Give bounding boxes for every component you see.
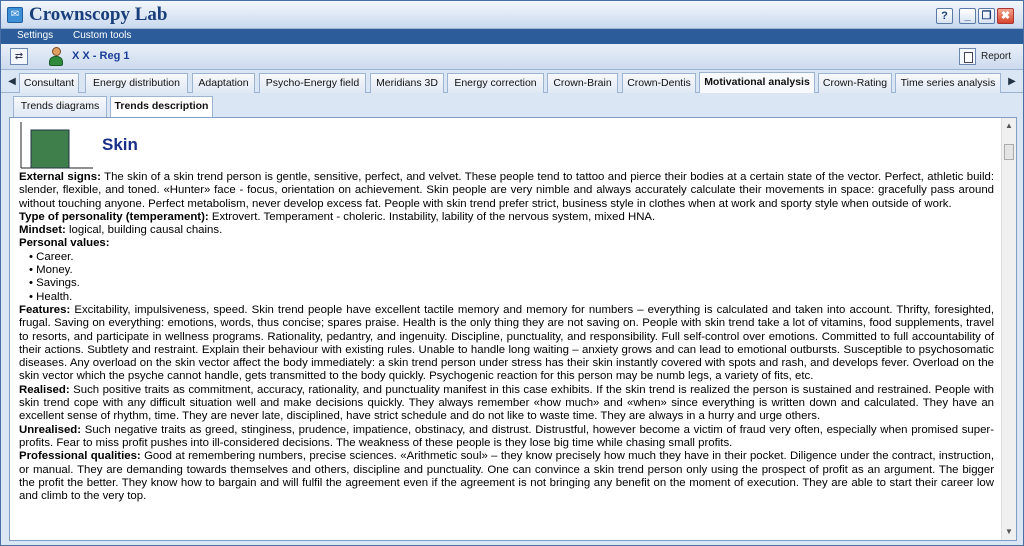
personality-text: Extrovert. Temperament - choleric. Instability, lability of the nervous system, mixed HNA. xyxy=(211,210,656,223)
scroll-thumb[interactable] xyxy=(1004,144,1014,160)
scroll-down-icon[interactable]: ▼ xyxy=(1005,527,1013,536)
tab-trends-description[interactable]: Trends description xyxy=(110,96,213,117)
report-button[interactable]: Report xyxy=(981,51,1012,62)
tab-psycho-energy-field[interactable]: Psycho-Energy field xyxy=(259,73,366,93)
unrealised-text: Such negative traits as greed, stinginess, prudence, impatience, obstinacy, and distrust. Distrustful, however become a victim of fraud very often, especially when promised super-profits. Fear to miss profit pushes into ill-considered decisions. The weakness of these people is they lose big time while chasing small profits. xyxy=(19,423,995,449)
tab-adaptation[interactable]: Adaptation xyxy=(192,73,255,93)
tab-crown-rating[interactable]: Crown-Rating xyxy=(818,73,892,93)
professional-text: Good at remembering numbers, precise sciences. «Arithmetic soul» – they know precisely how much they have in their pocket. Diligence under the contract, instruction, or manual. They are demanding towards themselves and others, discipline and punctuality. One can convince a skin trend person only using the prospect of profit as an argument. The bigger the profit the better. They know how to bargain and will fulfil the agreement even if the agreement is not bringing any benefit on the moment of execution. They are able to start their career low and climb to the very top. xyxy=(19,450,994,503)
realised-paragraph xyxy=(19,384,994,424)
tabs-scroll-left-icon[interactable]: ◀ xyxy=(8,76,16,87)
description-text xyxy=(10,118,1002,540)
user-toolbar xyxy=(1,44,1023,70)
external-signs-label: External signs: xyxy=(19,171,101,183)
skin-trend-bar xyxy=(31,130,69,168)
list-item: • Money. xyxy=(29,264,994,277)
personal-values-list xyxy=(29,251,994,304)
list-item: • Savings. xyxy=(29,277,994,290)
section-title: Skin xyxy=(102,135,138,154)
tab-energy-distribution[interactable]: Energy distribution xyxy=(85,73,188,93)
menu-custom-tools[interactable]: Custom tools xyxy=(73,30,132,41)
features-text: Excitability, impulsiveness, speed. Skin trend people have excellent tactile memory and memory for numbers – everything is calculated and taken into account. Thrifty, foresighted, frugal. Saving on everything: emotions, words, thus concise; spares praise. Health is the only thing they are not saving on. People with skin trend take a lot of vitamins, food supplements, travel to resorts, and participate in wellness programs. Rationality, pedantry, and ingenuity. Discipline, punctuality, and responsibility. Full self-control over emotions. Committed to full accountability of their actions. Subtlety and restraint. Explain their behaviour with existing rules. Unable to handle long waiting – anxiety grows and can lead to emotional outbursts. Susceptible to psychosomatic diseases. Any overload on the skin vector affect the body immediately: a skin trend person under stress has their skin instantly covered with spots and rash, and develops fever. Overload on the skin vector which the psyche cannot handle, gets transmitted to the body quickly. Psychogenic reaction for this person may be numb legs, a variety of fits, etc. xyxy=(19,303,994,383)
app-icon: ✉ xyxy=(7,7,23,23)
personal-values-paragraph xyxy=(19,237,994,250)
user-name: X X - Reg 1 xyxy=(72,50,130,62)
report-icon[interactable] xyxy=(959,48,976,65)
mindset-text: logical, building causal chains. xyxy=(69,224,223,237)
tab-time-series-analysis[interactable]: Time series analysis xyxy=(895,73,1001,93)
features-paragraph xyxy=(19,304,994,384)
tab-consultant[interactable]: Consultant xyxy=(19,73,79,93)
vertical-scrollbar[interactable] xyxy=(1001,118,1016,540)
scroll-up-icon[interactable]: ▲ xyxy=(1005,121,1013,130)
tab-meridians-3d[interactable]: Meridians 3D xyxy=(370,73,444,93)
menu-bar xyxy=(1,29,1023,44)
tab-trends-diagrams[interactable]: Trends diagrams xyxy=(13,96,107,117)
tab-motivational-analysis[interactable]: Motivational analysis xyxy=(699,72,815,94)
minimize-button[interactable]: _ xyxy=(959,8,976,24)
description-panel xyxy=(9,117,1017,541)
external-signs-text: The skin of a skin trend person is gentle, sensitive, perfect, and velvet. These people tend to tattoo and pierce their bodies at a certain state of the vector. Perfect, athletic build: slender, flexible, and toned. «Hunter» face - focus, orientation on achievement. Skin people are very nimble and always accurately calculate their movements in space: gracefully pass around without touching anyone. Perfect metabolism, never develop excess fat. People with skin trend prefer strict, business style in clothes when at work and sporty style when outside of work. xyxy=(19,171,994,210)
list-item: • Health. xyxy=(29,291,994,304)
unrealised-paragraph xyxy=(19,424,994,451)
menu-settings[interactable]: Settings xyxy=(17,30,54,41)
title-bar xyxy=(1,1,1023,29)
realised-text: Such positive traits as commitment, accuracy, rationality, and punctuality manifest in this case exhibits. If the skin trend is realized the person is sustained and restrained. People with skin trend cope with any difficult situation well and make decisions quickly. They always remember «how much» and «when» since everything is written down and calculated. They have an excellent sense of rhythm, time. They are never late, disciplined, have strict schedule and do not like to waste time. They are always in a hurry and urge others. xyxy=(19,383,994,423)
personality-label: Type of personality (temperament): xyxy=(19,210,209,223)
professional-paragraph xyxy=(19,450,994,503)
list-item: • Career. xyxy=(29,251,994,264)
tabs-scroll-right-icon[interactable]: ▶ xyxy=(1008,76,1016,87)
user-icon xyxy=(49,47,63,66)
external-signs-paragraph xyxy=(19,171,994,211)
tab-crown-dentis[interactable]: Crown-Dentis xyxy=(622,73,696,93)
help-button[interactable]: ? xyxy=(936,8,953,24)
sub-tab-bar xyxy=(1,93,1023,117)
features-label: Features: xyxy=(19,303,71,316)
main-tab-bar xyxy=(1,71,1023,93)
app-title: Crownscopy Lab xyxy=(29,4,168,25)
professional-label: Professional qualities: xyxy=(19,450,141,463)
personal-values-label: Personal values: xyxy=(19,237,110,250)
connect-icon[interactable]: ⇄ xyxy=(10,48,28,65)
skin-trend-chart xyxy=(19,122,95,170)
unrealised-label: Unrealised: xyxy=(19,423,82,436)
realised-label: Realised: xyxy=(19,383,70,396)
tab-crown-brain[interactable]: Crown-Brain xyxy=(547,73,618,93)
personality-paragraph xyxy=(19,211,994,224)
mindset-paragraph xyxy=(19,224,994,237)
section-header xyxy=(19,122,994,171)
restore-button[interactable]: ❐ xyxy=(978,8,995,24)
mindset-label: Mindset: xyxy=(19,224,66,237)
close-button[interactable]: ✖ xyxy=(997,8,1014,24)
tab-energy-correction[interactable]: Energy correction xyxy=(447,73,544,93)
